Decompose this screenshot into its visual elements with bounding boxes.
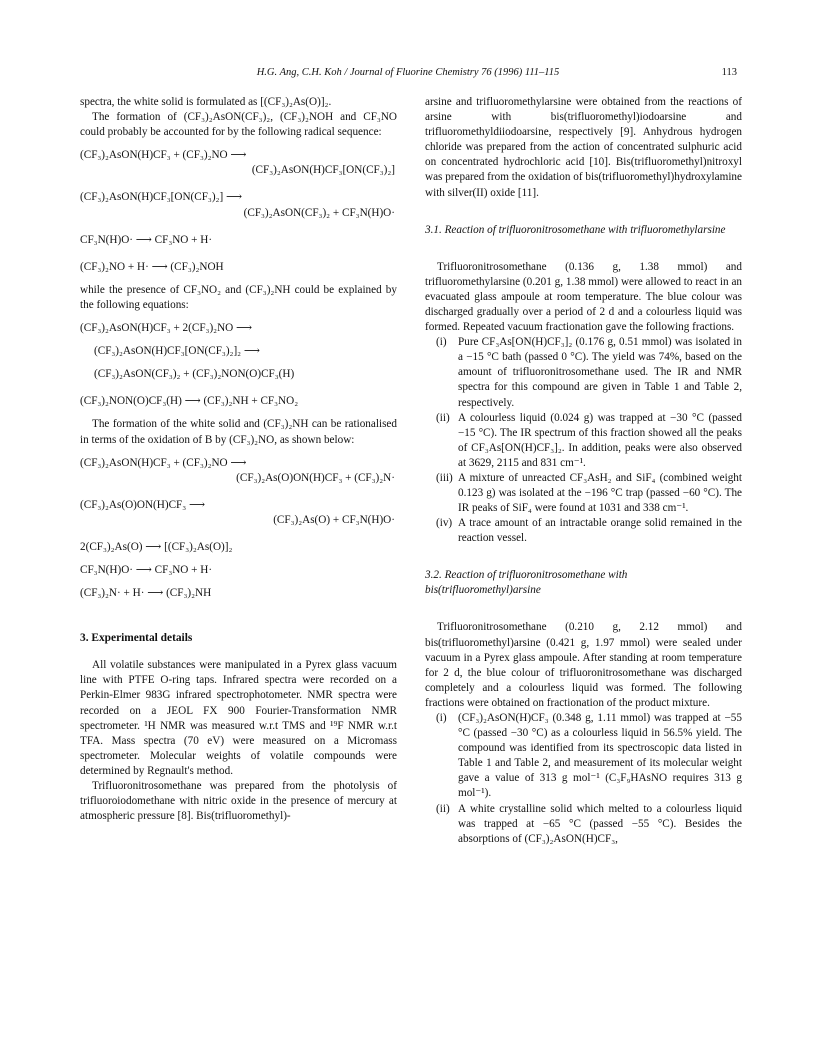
list-item	[425, 335, 742, 410]
list-item-text: A white crystalline solid which melted to a colourless liquid was trapped at −65 °C (passed −55 °C). Besides the absorptions of (CF₃)₂AsON(H)CF₃,	[458, 802, 742, 845]
paragraph-reaction-3-1: Trifluoronitrosomethane (0.136 g, 1.38 mmol) and trifluoromethylarsine (0.201 g, 1.38 mmol) were allowed to react in an evacuated glass ampoule at room temperature. The blue colour was discharged gradually over a period of 2 d and a colourless liquid was formed. Repeated vacuum fractionation gave the following fractions.	[425, 260, 742, 334]
subsection-heading-3-2: 3.2. Reaction of trifluoronitrosomethane with bis(trifluoromethyl)arsine	[425, 569, 628, 597]
equation: (CF₃)₂AsON(CF₃)₂ + (CF₃)₂NON(O)CF₃(H)	[94, 368, 295, 381]
list-item	[425, 471, 742, 516]
equation: (CF₃)₂As(O)ON(H)CF₃ ⟶	[80, 498, 206, 511]
equation: (CF₃)₂AsON(H)CF₃ + (CF₃)₂NO ⟶	[80, 456, 247, 469]
fraction-list-3-2	[425, 711, 742, 847]
radical-sequence-scheme	[80, 148, 397, 275]
equation: (CF₃)₂NO + H· ⟶ (CF₃)₂NOH	[80, 260, 224, 273]
section-heading-experimental: 3. Experimental details	[80, 632, 193, 645]
subsection-heading-3-1: 3.1. Reaction of trifluoronitrosomethane with trifluoromethylarsine	[425, 223, 726, 236]
equation-continuation: (CF₃)₂AsON(H)CF₃[ON(CF₃)₂]	[251, 164, 395, 177]
paragraph-white-solid: spectra, the white solid is formulated as [(CF₃)₂As(O)]₂.	[80, 96, 332, 108]
right-column	[425, 95, 742, 847]
page-number: 113	[721, 67, 737, 78]
paragraph-oxidation-intro: The formation of the white solid and (CF₃)₂NH can be rationalised in terms of the oxidation of B by (CF₃)₂NO, as shown below:	[80, 418, 397, 446]
list-marker: (iii)	[436, 471, 453, 484]
list-item	[425, 802, 742, 847]
paragraph-preparation: Trifluoronitrosomethane was prepared from the photolysis of trifluoroiodomethane with nitric oxide in the presence of mercury at atmospheric pressure [8]. Bis(trifluoromethyl)-	[80, 780, 397, 823]
equation: CF₃N(H)O· ⟶ CF₃NO + H·	[80, 233, 213, 246]
paragraph-cf3no2-intro: while the presence of CF₃NO₂ and (CF₃)₂NH could be explained by the following equations:	[80, 283, 397, 311]
running-header	[0, 67, 816, 83]
list-item-text: (CF₃)₂AsON(H)CF₃ (0.348 g, 1.11 mmol) was trapped at −55 °C (passed −30 °C) as a colourless liquid in 56.5% yield. The compound was identified from its spectroscopic data listed in Table 1 and Table 2, and measurement of its molecular weight gave a value of 313 g mol⁻¹ (C₃F₉HAsNO requires 313 g mol⁻¹).	[458, 712, 742, 800]
equation-continuation: (CF₃)₂As(O) + CF₃N(H)O·	[273, 513, 395, 526]
paragraph-radical-sequence-intro: The formation of (CF₃)₂AsON(CF₃)₂, (CF₃)₂NOH and CF₃NO could probably be accounted for by the following radical sequence:	[80, 111, 397, 139]
list-marker: (ii)	[436, 411, 450, 424]
paragraph-instruments: All volatile substances were manipulated in a Pyrex glass vacuum line with PTFE O-ring taps. Infrared spectra were recorded on a Perkin-Elmer 983G infrared spectrophotometer. NMR spectra were recorded on a JEOL FX 900 Fourier-Transformation NMR spectrometer. ¹H NMR was measured w.r.t TMS and ¹⁹F NMR w.r.t TFA. Mass spectra (70 eV) were measured on a Micromass spectrometer. Molecular weights of volatile compounds were determined by Regnault's method.	[80, 659, 397, 777]
list-item-text: A colourless liquid (0.024 g) was trapped at −30 °C (passed −15 °C). The IR spectrum of this fraction showed all the peaks of CF₃As[ON(H)CF₃]₂. In addition, peaks were also observed at 3629, 2115 and 831 cm⁻¹.	[458, 411, 742, 469]
paragraph-reaction-3-2: Trifluoronitrosomethane (0.210 g, 2.12 mmol) and bis(trifluoromethyl)arsine (0.421 g, 1.97 mmol) were sealed under vacuum in a Pyrex glass ampoule. After standing at room temperature for 2 d, the blue colour of trifluoronitrosomethane was discharged completely and a colourless liquid was formed. The following fractions were obtained on fractionation of the product mixture.	[425, 621, 742, 709]
equation: (CF₃)₂NON(O)CF₃(H) ⟶ (CF₃)₂NH + CF₃NO₂	[80, 395, 299, 408]
list-item-text: Pure CF₃As[ON(H)CF₃]₂ (0.176 g, 0.51 mmol) was isolated in a −15 °C bath (passed 0 °C). The yield was 74%, based on the amount of trifluoronitrosomethane used. The IR and NMR spectra for this compound are given in Table 1 and Table 2, respectively.	[458, 336, 742, 409]
equation: CF₃N(H)O· ⟶ CF₃NO + H·	[80, 564, 213, 577]
cf3no2-equations	[80, 321, 397, 409]
list-marker: (ii)	[436, 802, 450, 815]
left-column	[80, 95, 397, 824]
list-marker: (i)	[436, 336, 447, 349]
list-item	[425, 516, 742, 546]
list-item	[425, 411, 742, 471]
equation: (CF₃)₂AsON(H)CF₃[ON(CF₃)₂] ⟶	[80, 191, 243, 204]
paragraph-reagents: arsine and trifluoromethylarsine were obtained from the reactions of arsine with bis(trifluoromethyl)iodoarsine and trifluoromethyldiiodoarsine, respectively [9]. Anhydrous hydrogen chloride was prepared from the action of concentrated sulphuric acid on concentrated hydrochloric acid [10]. Bis(trifluoromethyl)nitroxyl was prepared from the oxidation of bis(trifluoromethyl)hydroxylamine with silver(II) oxide [11].	[425, 96, 742, 199]
equation: (CF₃)₂AsON(H)CF₃ + (CF₃)₂NO ⟶	[80, 149, 247, 162]
equation-continuation: (CF₃)₂AsON(CF₃)₂ + CF₃N(H)O·	[243, 206, 395, 219]
list-marker: (iv)	[436, 517, 453, 530]
journal-citation: H.G. Ang, C.H. Koh / Journal of Fluorine Chemistry 76 (1996) 111–115	[256, 67, 560, 78]
equation-continuation: (CF₃)₂As(O)ON(H)CF₃ + (CF₃)₂N·	[236, 471, 395, 484]
list-item-text: A mixture of unreacted CF₃AsH₂ and SiF₄ (combined weight 0.123 g) was isolated at the −196 °C trap (passed −60 °C). The IR peaks of SiF₄ were found at 1031 and 338 cm⁻¹.	[458, 471, 742, 515]
list-item-text: A trace amount of an intractable orange solid remained in the reaction vessel.	[458, 517, 742, 545]
equation: (CF₃)₂N· + H· ⟶ (CF₃)₂NH	[80, 587, 212, 600]
equation: (CF₃)₂AsON(H)CF₃ + 2(CF₃)₂NO ⟶	[80, 322, 253, 335]
fraction-list-3-1	[425, 335, 742, 546]
list-marker: (i)	[436, 712, 447, 724]
equation: 2(CF₃)₂As(O) ⟶ [(CF₃)₂As(O)]₂	[80, 540, 233, 553]
oxidation-scheme	[80, 456, 397, 602]
equation: (CF₃)₂AsON(H)CF₃[ON(CF₃)₂]₂ ⟶	[94, 345, 260, 358]
list-item	[425, 711, 742, 802]
